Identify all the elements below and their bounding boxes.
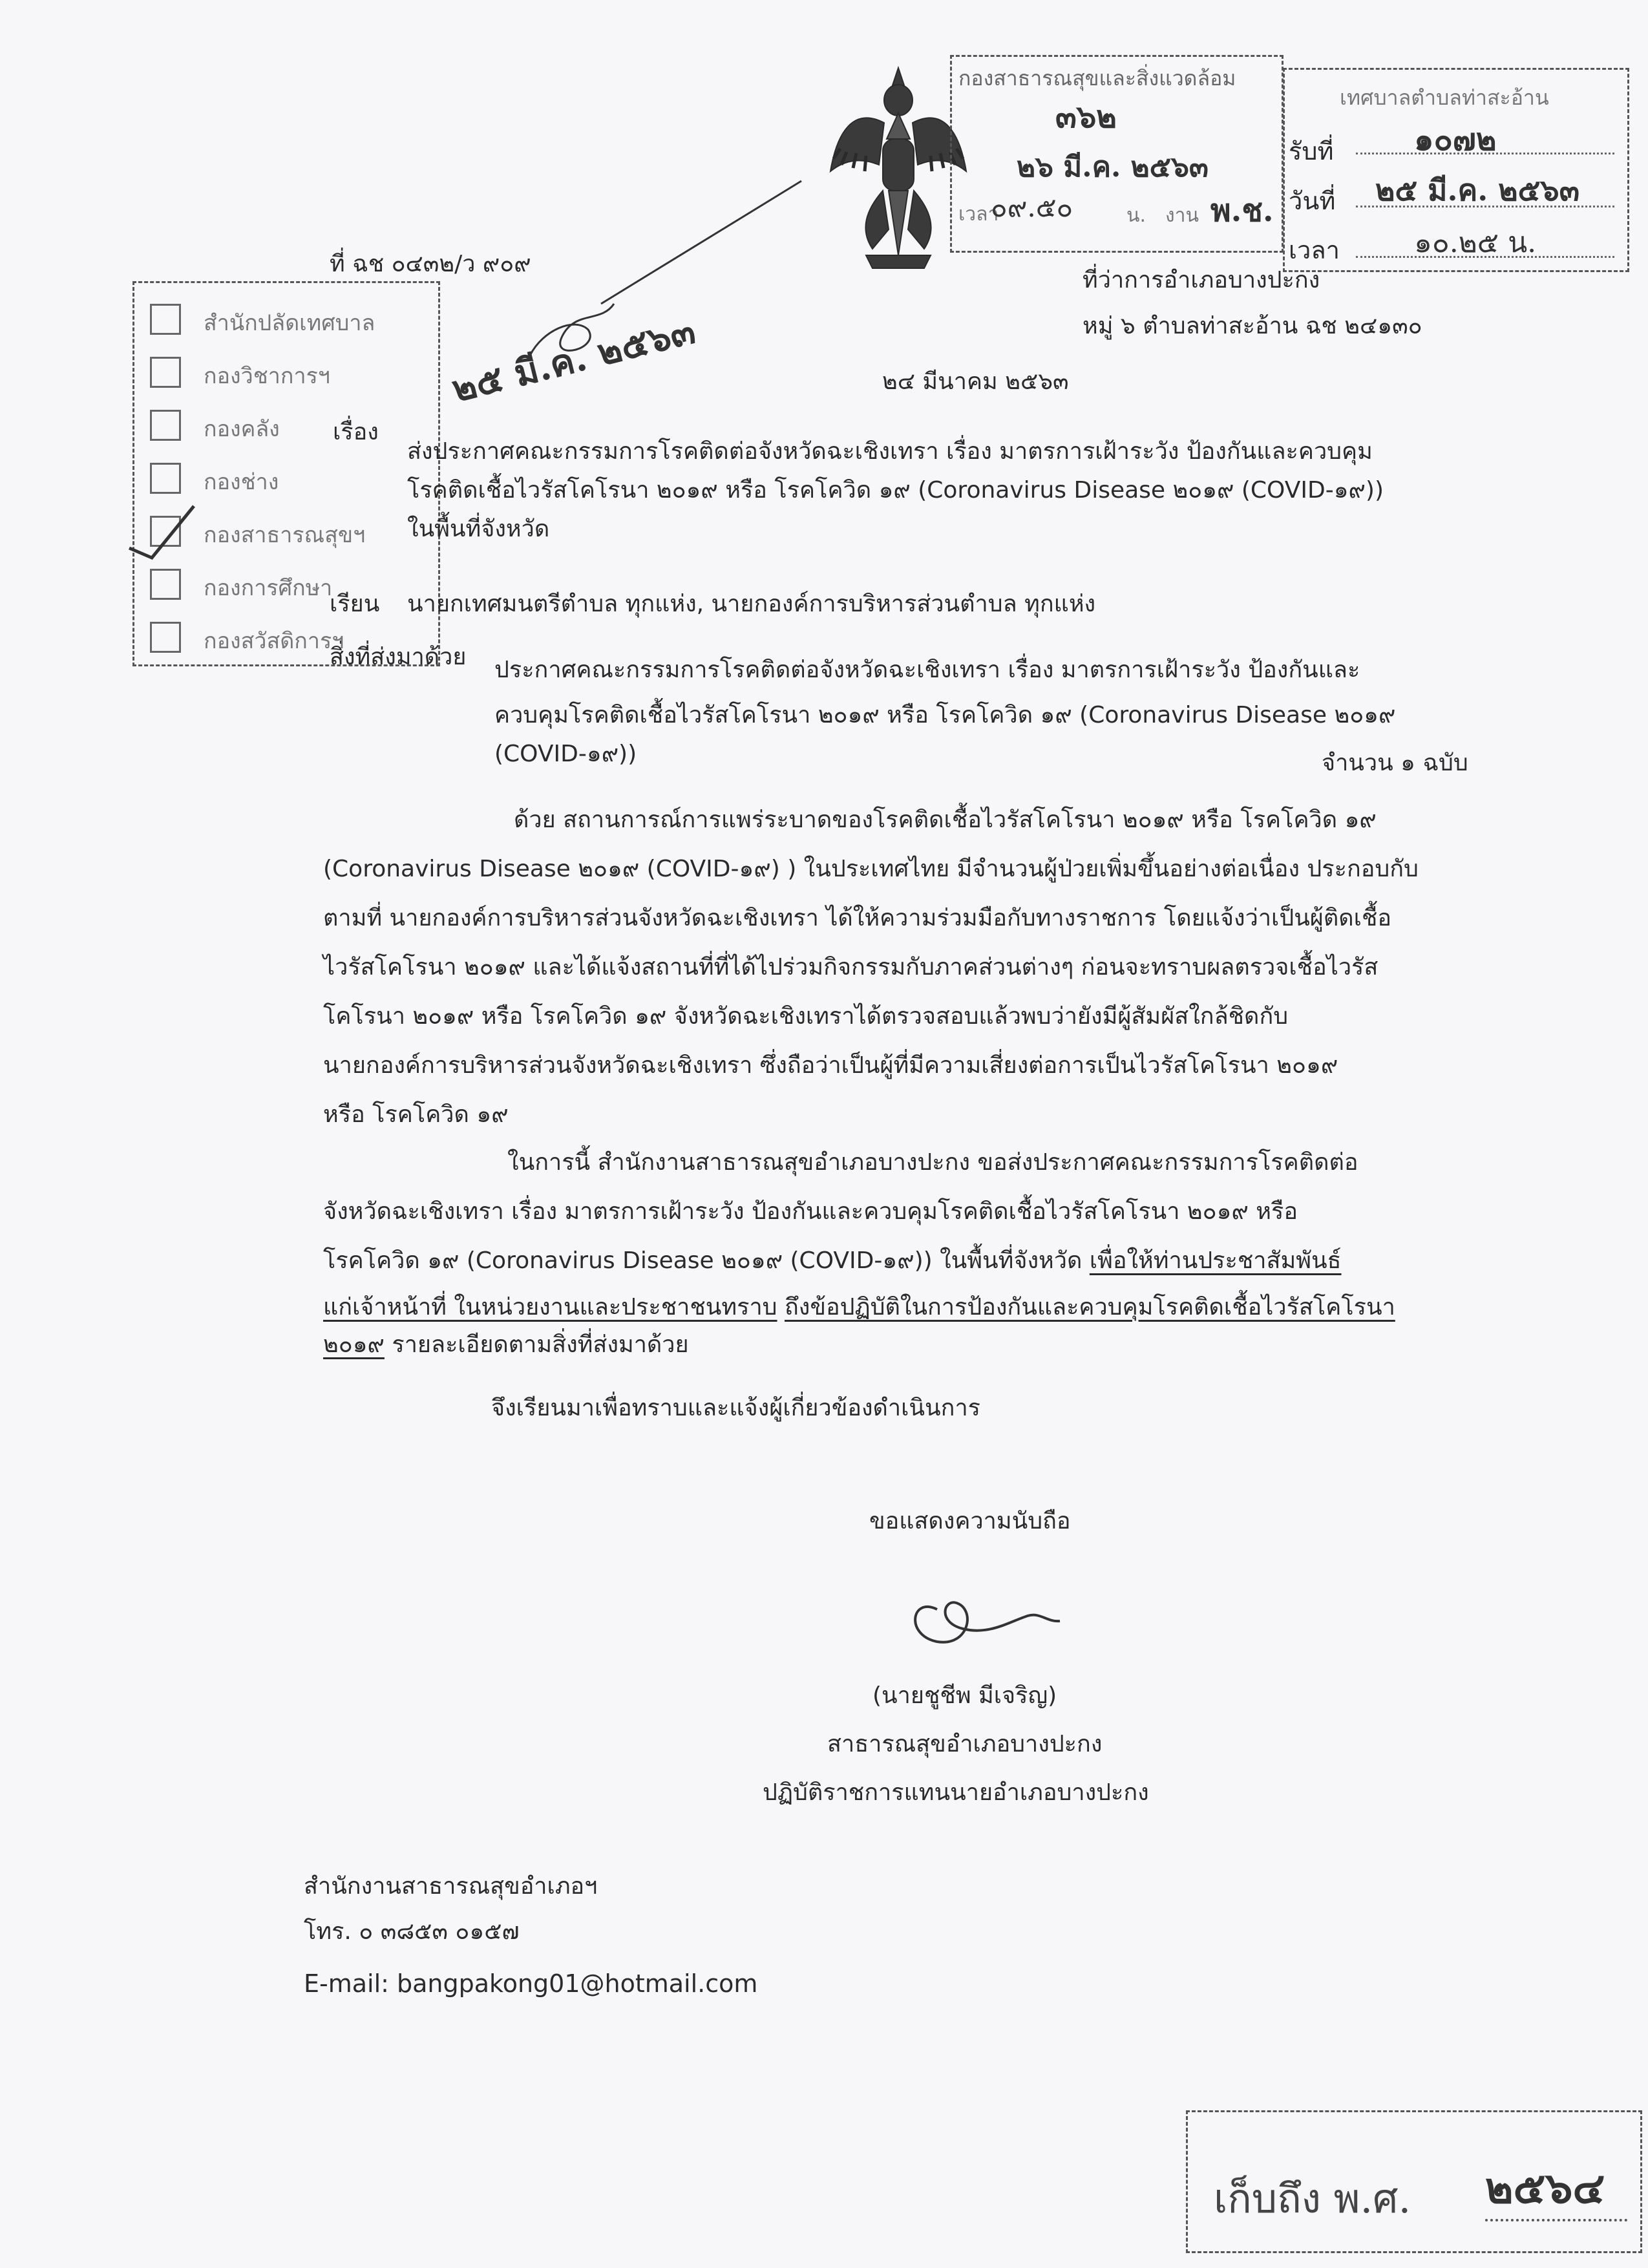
para2-line-5-underlined: ๒๐๑๙ — [323, 1331, 385, 1358]
para1-line-4: ไวรัสโคโรนา ๒๐๑๙ และได้แจ้งสถานที่ที่ได้ไปร่วมกิจกรรมกับภาคส่วนต่างๆ ก่อนจะทราบผลตรวจเชื้อไวรัส — [323, 954, 1379, 980]
stamp-section-value: พ.ช. — [1210, 193, 1274, 229]
routing-option-label: สำนักปลัดเทศบาล — [204, 310, 375, 336]
health-division-stamp — [950, 55, 1284, 253]
subject-label: เรื่อง — [333, 419, 379, 445]
para2-line-3-text: โรคโควิด ๑๙ (Coronavirus Disease ๒๐๑๙ (COVID-๑๙)) ในพื้นที่จังหวัด — [323, 1247, 1090, 1274]
receive-no: ๑๐๗๒ — [1414, 122, 1497, 158]
routing-checkbox[interactable] — [150, 357, 181, 388]
para1-line-7: หรือ โรคโควิด ๑๙ — [323, 1101, 509, 1128]
salutation-label: เรียน — [330, 591, 380, 617]
subject-line-3: ในพื้นที่จังหวัด — [407, 516, 550, 542]
stamp-time: ๐๙.๕๐ — [991, 191, 1073, 223]
stamp-section-label: งาน — [1165, 204, 1199, 227]
routing-checkbox[interactable] — [150, 569, 181, 600]
receive-org-name: เทศบาลตำบลท่าสะอ้าน — [1340, 85, 1549, 110]
routing-option-label: กองการศึกษา — [204, 575, 333, 601]
stamp-number: ๓๖๒ — [1055, 99, 1117, 135]
routing-checkbox[interactable] — [150, 304, 181, 335]
garuda-emblem-icon — [827, 61, 969, 275]
routing-checkbox[interactable] — [150, 622, 181, 653]
para1-line-2: (Coronavirus Disease ๒๐๑๙ (COVID-๑๙) ) ในประเทศไทย มีจำนวนผู้ป่วยเพิ่มขึ้นอย่างต่อเนื่อง ประกอบกับ — [323, 856, 1419, 882]
subject-line-2: โรคติดเชื้อไวรัสโคโรนา ๒๐๑๙ หรือ โรคโควิด ๑๙ (Coronavirus Disease ๒๐๑๙ (COVID-๑๙)) — [407, 477, 1384, 503]
footer-email: E-mail: bangpakong01@hotmail.com — [304, 1969, 758, 1998]
footer-phone: โทร. ๐ ๓๘๕๓ ๐๑๕๗ — [304, 1918, 520, 1945]
para2-line-4 — [323, 1289, 1395, 1326]
signature-icon — [898, 1571, 1066, 1661]
enclosure-label: สิ่งที่ส่งมาด้วย — [330, 644, 467, 670]
para2-line-1: ในการนี้ สำนักงานสาธารณสุขอำเภอบางปะกง ขอส่งประกาศคณะกรรมการโรคติดต่อ — [507, 1149, 1358, 1176]
para2-line-4-underlined-a: แก่เจ้าหน้าที่ ในหน่วยงานและประชาชนทราบ — [323, 1294, 777, 1320]
stamp-time-label: เวลา — [958, 203, 999, 226]
regards: ขอแสดงความนับถือ — [869, 1508, 1071, 1534]
letter-date: ๒๔ มีนาคม ๒๕๖๓ — [882, 368, 1069, 395]
footer-office: สำนักงานสาธารณสุขอำเภอฯ — [304, 1873, 598, 1900]
enclosure-line-2: ควบคุมโรคติดเชื้อไวรัสโคโรนา ๒๐๑๙ หรือ โรคโควิด ๑๙ (Coronavirus Disease ๒๐๑๙ — [494, 702, 1396, 728]
signer-title: สาธารณสุขอำเภอบางปะกง — [827, 1731, 1103, 1757]
enclosure-count: จำนวน ๑ ฉบับ — [1322, 750, 1468, 776]
para1-line-6: นายกองค์การบริหารส่วนจังหวัดฉะเชิงเทรา ซึ่งถือว่าเป็นผู้ที่มีความเสี่ยงต่อการเป็นไวรัสโคโรนา ๒๐๑๙ — [323, 1052, 1338, 1079]
stamp-org-name: กองสาธารณสุขและสิ่งแวดล้อม — [958, 66, 1236, 90]
stamp-time-unit: น. — [1126, 204, 1146, 227]
stamp-date: ๒๖ มี.ค. ๒๕๖๓ — [1017, 151, 1209, 184]
para2-line-4-underlined-b: ถึงข้อปฏิบัติในการป้องกันและควบคุมโรคติดเชื้อไวรัสโคโรนา — [784, 1294, 1395, 1320]
routing-checkbox[interactable] — [150, 410, 181, 441]
para2-line-5 — [323, 1326, 689, 1364]
para1-line-1: ด้วย สถานการณ์การแพร่ระบาดของโรคติดเชื้อไวรัสโคโรนา ๒๐๑๙ หรือ โรคโควิด ๑๙ — [514, 807, 1377, 833]
enclosure-line-1: ประกาศคณะกรรมการโรคติดต่อจังหวัดฉะเชิงเทรา เรื่อง มาตรการเฝ้าระวัง ป้องกันและ — [494, 657, 1360, 683]
archive-year: ๒๕๖๔ — [1485, 2163, 1605, 2213]
routing-handwritten-date: ๒๕ มี.ค. ๒๕๖๓ — [447, 309, 700, 411]
closing-sentence: จึงเรียนมาเพื่อทราบและแจ้งผู้เกี่ยวข้องดำเนินการ — [491, 1395, 981, 1421]
receive-stamp — [1283, 68, 1629, 272]
archive-label: เก็บถึง พ.ศ. — [1214, 2175, 1411, 2222]
routing-option-label: กองช่าง — [204, 469, 279, 495]
signer-acting: ปฏิบัติราชการแทนนายอำเภอบางปะกง — [763, 1779, 1149, 1806]
para1-line-5: โคโรนา ๒๐๑๙ หรือ โรคโควิด ๑๙ จังหวัดฉะเชิงเทราได้ตรวจสอบแล้วพบว่ายังมีผู้สัมผัสใกล้ชิดกับ — [323, 1003, 1289, 1030]
receive-time-label: เวลา — [1289, 236, 1340, 264]
office-address: หมู่ ๖ ตำบลท่าสะอ้าน ฉช ๒๔๑๓๐ — [1083, 313, 1422, 339]
checkmark-icon — [126, 503, 197, 561]
routing-option-label: กองสาธารณสุขฯ — [204, 522, 366, 548]
para2-line-5-text: รายละเอียดตามสิ่งที่ส่งมาด้วย — [384, 1331, 689, 1358]
recipient: นายกเทศมนตรีตำบล ทุกแห่ง, นายกองค์การบริหารส่วนตำบล ทุกแห่ง — [407, 591, 1096, 617]
routing-checkbox[interactable] — [150, 463, 181, 494]
routing-option-label: กองคลัง — [204, 416, 280, 442]
office-name: ที่ว่าการอำเภอบางปะกง — [1083, 267, 1320, 293]
para1-line-3: ตามที่ นายกองค์การบริหารส่วนจังหวัดฉะเชิงเทรา ได้ให้ความร่วมมือกับทางราชการ โดยแจ้งว่าเป็นผู้ติดเชื้อ — [323, 905, 1392, 931]
enclosure-line-3: (COVID-๑๙)) — [494, 741, 637, 767]
receive-date: ๒๕ มี.ค. ๒๕๖๓ — [1375, 173, 1580, 207]
subject-line-1: ส่งประกาศคณะกรรมการโรคติดต่อจังหวัดฉะเชิงเทรา เรื่อง มาตรการเฝ้าระวัง ป้องกันและควบคุม — [407, 438, 1373, 465]
signer-name: (นายชูชีพ มีเจริญ) — [872, 1682, 1057, 1709]
archive-stamp — [1186, 2110, 1642, 2253]
para2-line-3 — [323, 1242, 1342, 1280]
routing-option-label: กองสวัสดิการฯ — [204, 628, 344, 654]
receive-time: ๑๐.๒๕ น. — [1414, 226, 1537, 259]
para2-line-3-underlined: เพื่อให้ท่านประชาสัมพันธ์ — [1089, 1247, 1342, 1274]
receive-no-label: รับที่ — [1289, 137, 1334, 165]
routing-option-label: กองวิชาการฯ — [204, 363, 330, 389]
signature-scribble-icon — [504, 175, 814, 368]
receive-date-label: วันที่ — [1289, 187, 1336, 215]
reference-number: ที่ ฉช ๐๔๓๒/ว ๙๐๙ — [330, 251, 531, 277]
para2-line-2: จังหวัดฉะเชิงเทรา เรื่อง มาตรการเฝ้าระวัง ป้องกันและควบคุมโรคติดเชื้อไวรัสโคโรนา ๒๐๑๙ หรือ — [323, 1198, 1298, 1225]
